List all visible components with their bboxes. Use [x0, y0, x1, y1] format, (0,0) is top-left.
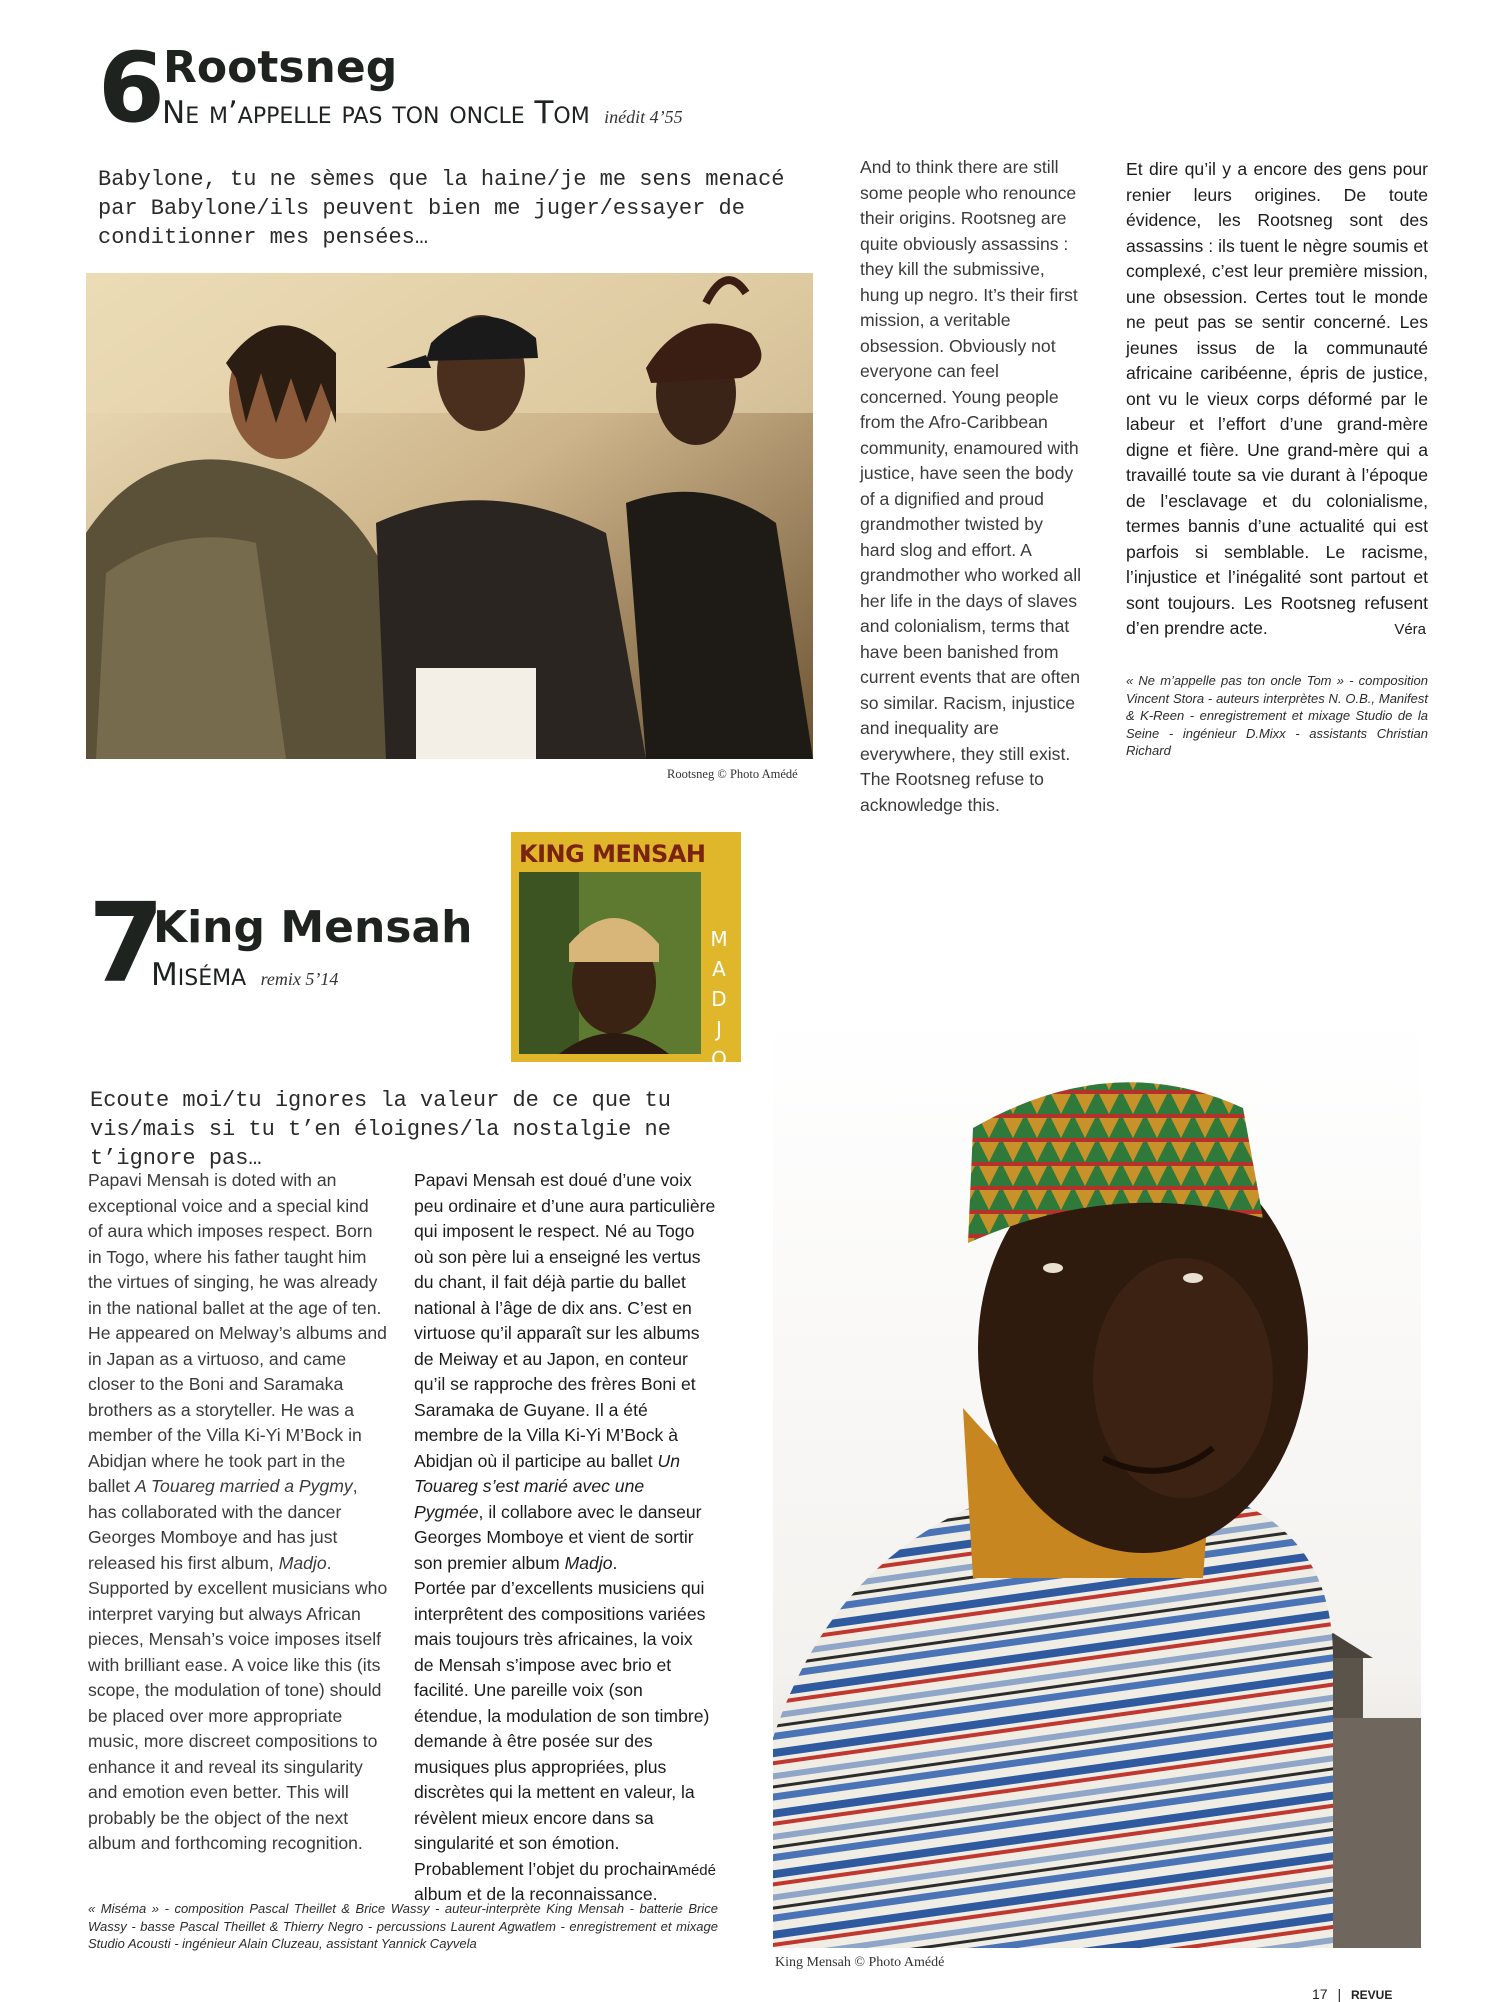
section-6-english-text: And to think there are still some people who renounce their origins. Rootsneg are quite obviously assassins : they kill the submissive, hung up negro. It’s their first mission, a veritable obsession. Obviously not everyone can feel concerned. Young people from the Afro-Caribbean community, enamoured with justice, have seen the body of a dignified and proud grandmother twisted by hard slog and effort. A grandmother who worked all her life in the days of slaves and colonialism, terms that have been banished from current events that are often so similar. Racism, injustice and inequality are everywhere, they still exist. The Rootsneg refuse to acknowledge this. — [860, 157, 1082, 815]
section-7-track-title: Miséma — [151, 957, 247, 993]
section-6-author: Véra — [1394, 620, 1426, 638]
section-6-french-body: Et dire qu’il y a encore des gens pour renier leurs origines. De toute évidence, les Rootsneg sont des assassins : ils tuent le nègre soumis et complexé, c’est leur première mission, une obsession. Certes tout le monde ne peut pas se sentir concerné. Les jeunes issus de la communauté africaine caribéenne, épris de justice, ont vu le vieux corps déformé par le labeur et l’effort d’une grand-mère digne et fière. Une grand-mère qui a travaillé toute sa vie durant à l’époque de l’esclavage et du colonialisme, termes bannis d’une actualité qui est parfois si semblable. Le racisme, l’injustice et l’inégalité sont partout et sont toujours. Les Rootsneg refusent d’en prendre acte. — [1126, 159, 1428, 638]
king-mensah-photo-caption: King Mensah © Photo Amédé — [775, 1955, 945, 1970]
section-7-french-text — [414, 1168, 716, 1908]
section-7-artist: King Mensah — [153, 902, 473, 953]
section-6-track-title: Ne m’appelle pas ton oncle Tom — [162, 95, 590, 131]
section-6-track-meta: inédit 4’55 — [604, 107, 683, 127]
section-7-author: Amédé — [668, 1862, 716, 1879]
rootsneg-photo-image — [86, 273, 813, 759]
section-7-french-p1: Papavi Mensah est doué d’une voix peu ordinaire et d’une aura particulière qui imposent le respect. Né au Togo où son père lui a enseigné les vertus du chant, il fait déjà partie du ballet national à l’âge de dix ans. C’est en virtuose qu’il apparaît sur les albums de Meiway et au Japon, en conteur qu’il se rapproche des frères Boni et Saramaka de Guyane. Il a été membre de la Villa Ki-Yi M’Bock à Abidjan où il participe au ballet Un Touareg s’est marié avec une Pygmée, il collabore avec le danseur Georges Momboye et vient de sortir son premier album Madjo. — [414, 1170, 716, 1573]
section-6-number: 6 — [98, 32, 161, 144]
king-mensah-photo — [773, 1018, 1421, 1948]
album-cover-title: KING MENSAH — [519, 840, 706, 868]
section-6-credits: « Ne m’appelle pas ton oncle Tom » - composition Vincent Stora - auteurs interprètes N. O.B., Manifest & K-Reen - enregistrement et mixage Studio de la Seine - ingénieur D.Mixx - assistants Christian Richard — [1126, 673, 1428, 758]
album-cover-side-title: MADJO — [710, 927, 728, 1071]
album-cover-portrait — [519, 872, 701, 1054]
section-7-number: 7 — [88, 879, 161, 1007]
rootsneg-photo — [86, 273, 813, 759]
section-7-english-text — [88, 1168, 388, 1857]
section-7-english-p2: Supported by excellent musicians who interpret varying but always African pieces, Mensah’s voice imposes itself with brilliant ease. A voice like this (its scope, the modulation of tone) should be placed over more appropriate music, more discreet compositions to enhance it and reveal its singularity and emotion even better. This will probably be the object of the next album and forthcoming recognition. — [88, 1578, 388, 1853]
section-7-credits: « Miséma » - composition Pascal Theillet & Brice Wassy - auteur-interprète King Mensah - batterie Brice Wassy - basse Pascal Theillet & Thierry Negro - percussions Laurent Agwatlem - enregistrement et mixage Studio Acousti - ingénieur Alain Cluzeau, assistant Yannick Cayvela — [88, 1901, 718, 1951]
magazine-name: REVUE — [1351, 1988, 1393, 2002]
madjo-album-cover — [511, 832, 741, 1071]
section-6-artist: Rootsneg — [163, 42, 398, 93]
section-7-track-meta: remix 5’14 — [260, 969, 339, 989]
section-7-english-p1: Papavi Mensah is doted with an exceptional voice and a special kind of aura which imposes respect. Born in Togo, where his father taught him the virtues of singing, he was already in the national ballet at the age of ten. He appeared on Melway’s albums and in Japan as a virtuoso, and came closer to the Boni and Saramaka brothers as a storyteller. He was a member of the Villa Ki-Yi M’Bock in Abidjan where he took part in the ballet A Touareg married a Pygmy, has collaborated with the dancer Georges Momboye and has just released his first album, Madjo. — [88, 1170, 387, 1573]
section-6-lyrics: Babylone, tu ne sèmes que la haine/je me sens menacé par Babylone/ils peuvent bien me juger/essayer de conditionner mes pensées… — [98, 167, 785, 250]
section-7-lyrics: Ecoute moi/tu ignores la valeur de ce que tu vis/mais si tu t’en éloignes/la nostalgie ne t’ignore pas… — [90, 1088, 671, 1171]
king-mensah-photo-image — [773, 1018, 1421, 1948]
page-number: 17 — [1312, 1986, 1328, 2002]
section-7-french-p2: Portée par d’excellents musiciens qui interprêtent des compositions variées mais toujours très africaines, la voix de Mensah s’impose avec brio et facilité. Une pareille voix (son étendue, la modulation de son timbre) demande à être posée sur des musiques plus appropriées, plus discrètes qui la mettent en valeur, la révèlent mieux encore dans sa singularité et son émotion. Probablement l’objet du prochain album et de la reconnaissance. — [414, 1578, 710, 1904]
rootsneg-photo-caption: Rootsneg © Photo Amédé — [667, 767, 798, 781]
section-6-french-text — [1126, 157, 1428, 642]
